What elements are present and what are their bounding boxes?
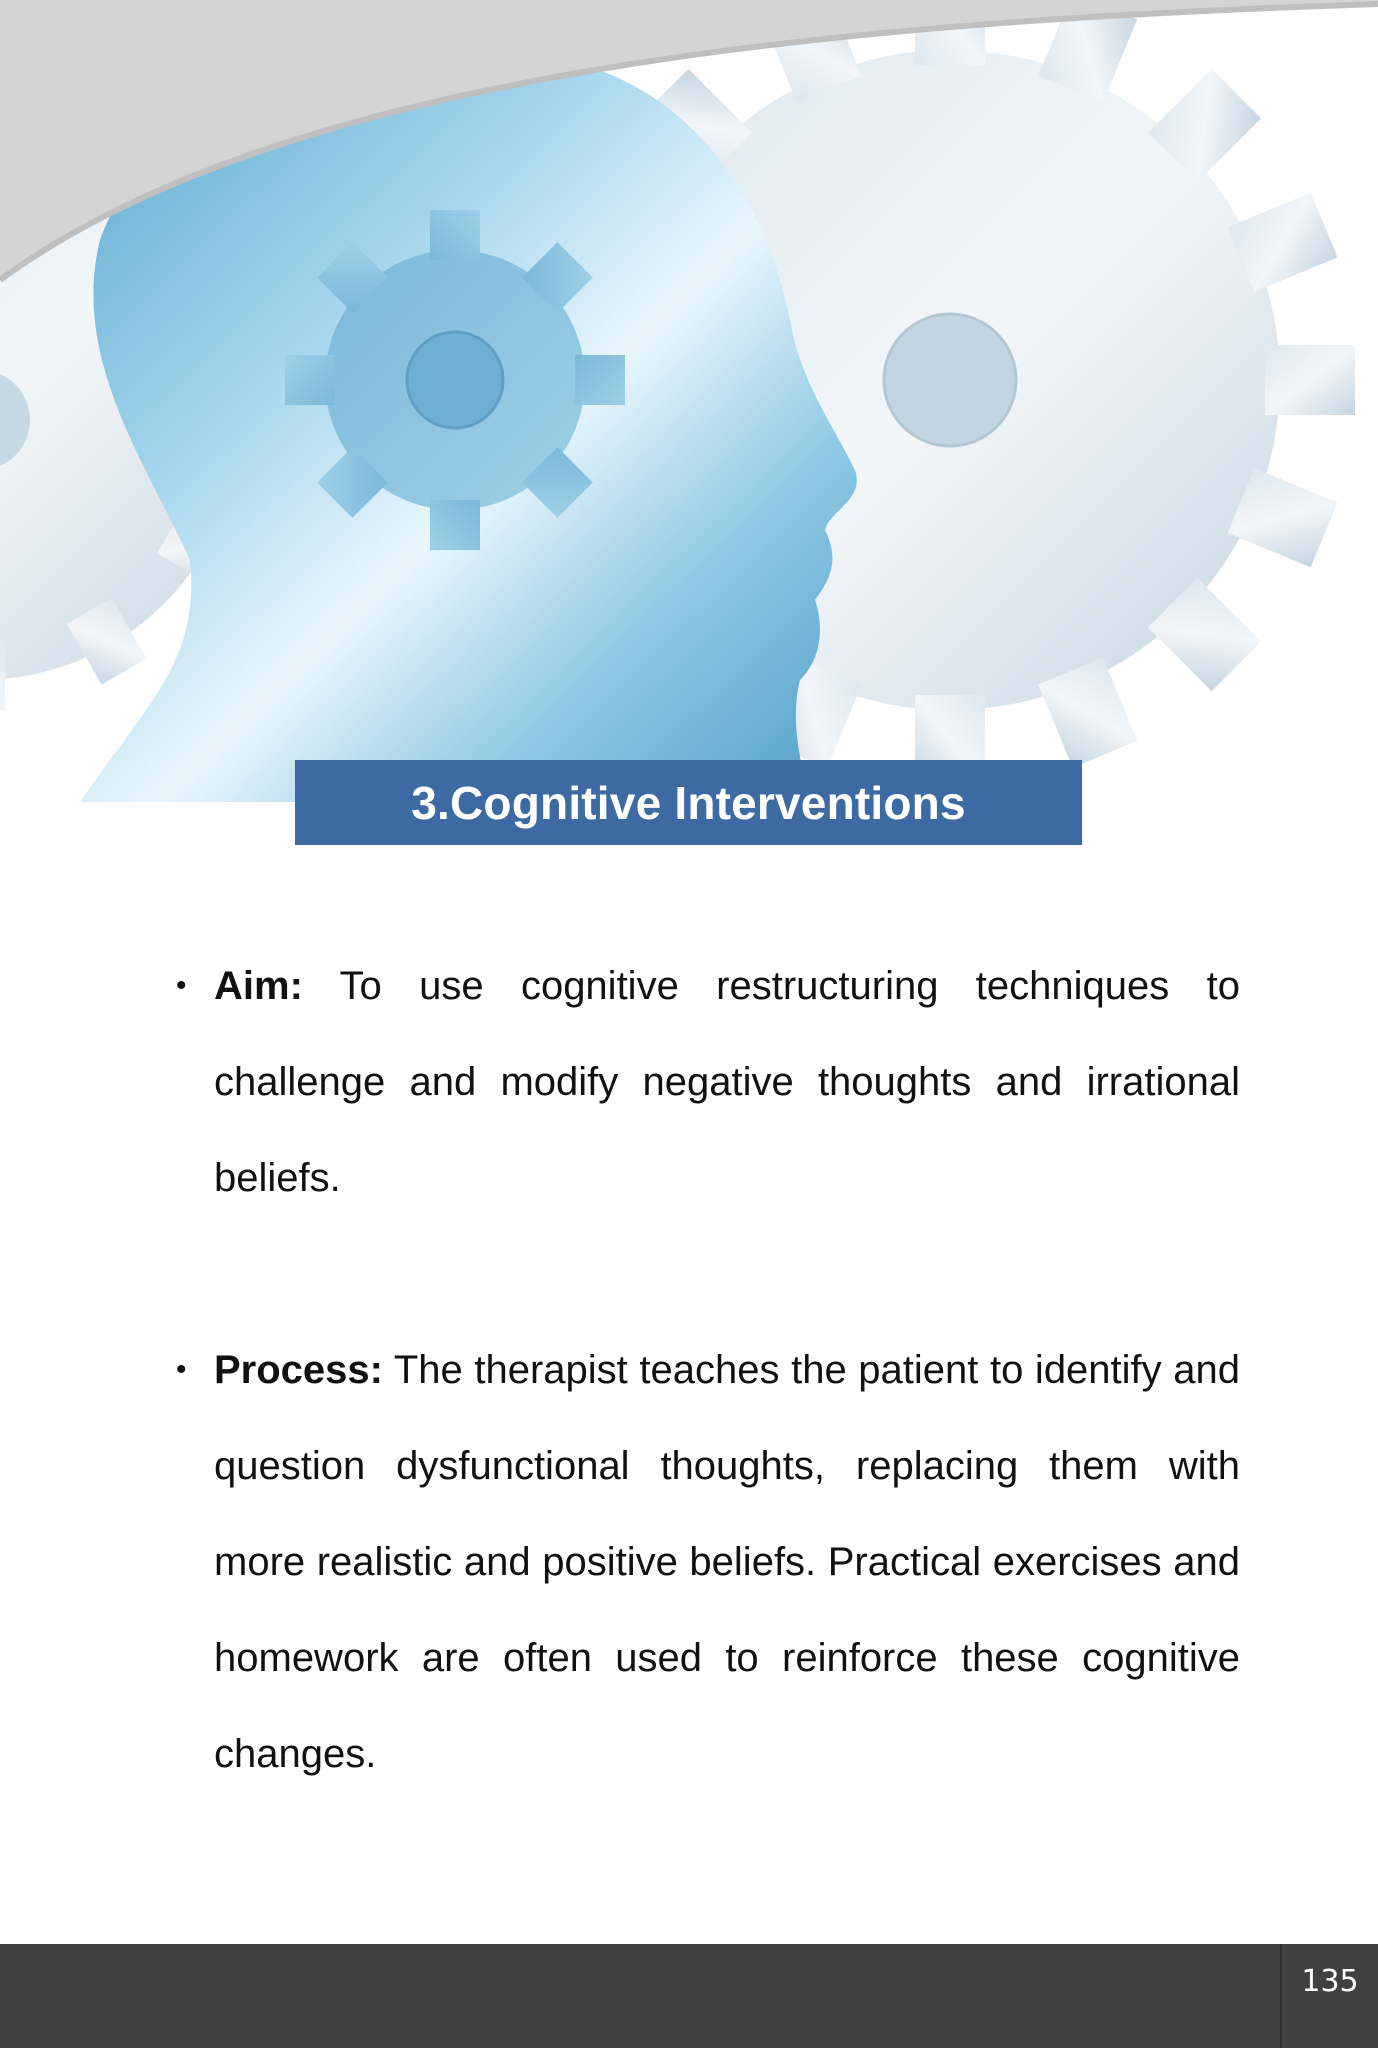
bullet-label: Process: (214, 1348, 383, 1392)
bullet-body: To use cognitive restructuring techniques to challenge and modify negative thoughts and irrational beliefs. (214, 964, 1240, 1200)
hero-illustration (0, 0, 1378, 802)
bullet-label: Aim: (214, 964, 303, 1008)
section-title: 3.Cognitive Interventions (411, 776, 966, 829)
small-gear-icon (285, 210, 625, 550)
bullet-item-process (170, 1322, 1240, 1802)
page-number-box (1280, 1944, 1378, 2048)
bullet-dot-icon: • (176, 1353, 187, 1386)
bullet-body: The therapist teaches the patient to identify and question dysfunctional thoughts, replacing them with more realistic and positive beliefs. Practical exercises and homework are often used to reinforce these cognitive changes. (214, 1348, 1240, 1776)
bullet-item-aim (170, 938, 1240, 1226)
bullet-paragraph (214, 938, 1240, 1226)
content-body (170, 938, 1240, 1898)
page-number: 135 (1301, 1964, 1359, 1999)
bullet-paragraph (214, 1322, 1240, 1802)
head-gears-illustration (0, 0, 1378, 802)
bullet-dot-icon: • (176, 969, 187, 1002)
page-footer (0, 1944, 1378, 2048)
section-title-box (295, 760, 1082, 845)
